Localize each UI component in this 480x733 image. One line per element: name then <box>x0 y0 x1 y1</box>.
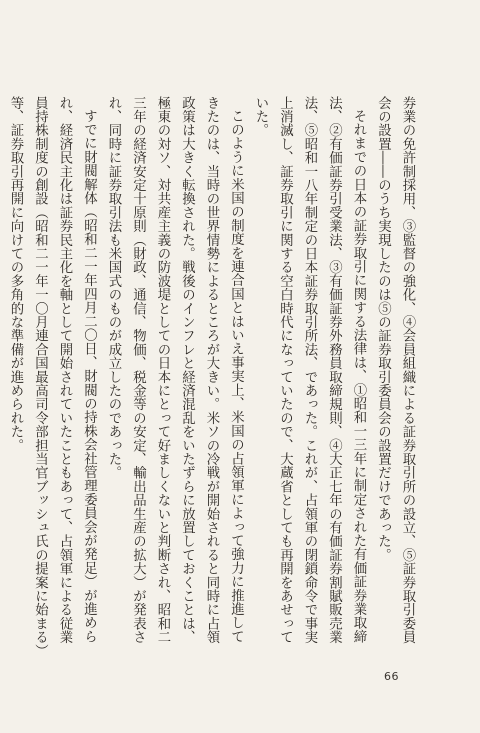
paragraph-1: 券業の免許制採用、③監督の強化、④会員組織による証券取引所の設立、⑤証券取引委員会の設置――のうち実現したのは⑤の証券取引委員会の設置だけであった。 <box>375 96 415 644</box>
paragraph-2: それまでの日本の証券取引に関する法律は、①昭和一三年に制定された有価証券業取締法、②有価証券引受業法、③有価証券外務員取締規則、④大正七年の有価証券割賦販売業法、⑤昭和一八年制定の日本証券取引所法、であった。これが、占領軍の閉鎖命令で事実上消滅し、証券取引に関する空白時代になっていたので、大蔵省としても再開をあせっていた。 <box>253 96 366 644</box>
paragraph-3: このように米国の制度を連合国とはいえ事実上、米国の占領軍によって強力に推進してきたのは、当時の世界情勢によるところが大きい。米ソの冷戦が開始されると同時に占領政策は大きく転換された。戦後のインフレと経済混乱をいたずらに放置しておくことは、極東の対ソ、対共産主義の防波堤としての日本にとって好ましくないと判断され、昭和二三年の経済安定十原則（財政、通信、物価、税金等の安定、輸出品生産の拡大）が発表され、同時に証券取引法も米国式のものが成立したのであった。 <box>106 96 244 644</box>
paragraph-4: すでに財閥解体（昭和二一年四月二〇日、財閥の持株会社管理委員会が発足）が進められ、経済民主化は証券民主化を軸として開始されていたこともあって、占領軍による従業員持株制度の創設（昭和二一年一〇月連合国最高司令部担当官ブッシュ氏の提案に始まる）等、証券取引再開に向けての多角的な準備が進められた。 <box>8 96 97 651</box>
vertical-text-body <box>3 96 420 656</box>
page-number: 66 <box>384 670 399 683</box>
